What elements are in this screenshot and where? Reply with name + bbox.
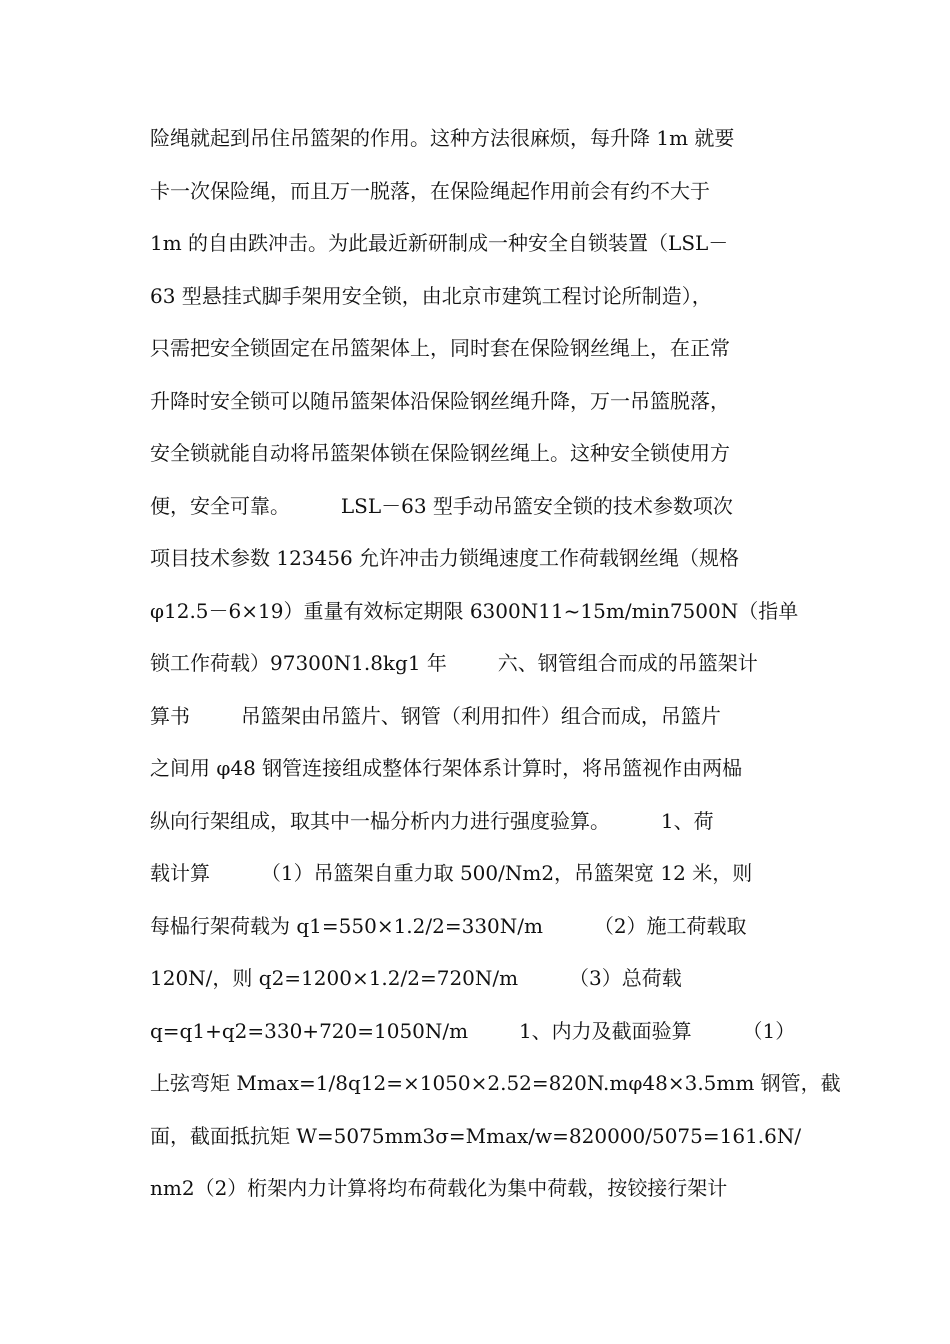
text-line: 1m 的自由跌冲击。为此最近新研制成一种安全自锁装置（LSL－ — [150, 231, 729, 255]
text-line: 纵向行架组成，取其中一榀分析内力进行强度验算。 1、荷 — [150, 808, 714, 833]
text-line: 便，安全可靠。 LSL－63 型手动吊篮安全锁的技术参数项次 — [150, 493, 733, 518]
text-line: 卡一次保险绳，而且万一脱落，在保险绳起作用前会有约不大于 — [150, 178, 710, 203]
text-line: 120N/，则 q2=1200×1.2/2=720N/m （3）总荷载 — [150, 966, 682, 990]
text-line: 锁工作荷载）97300N1.8kg1 年 六、钢管组合而成的吊篮架计 — [150, 651, 758, 675]
text-line: 项目技术参数 123456 允许冲击力锁绳速度工作荷载钢丝绳（规格 — [150, 546, 740, 570]
text-line: 63 型悬挂式脚手架用安全锁，由北京市建筑工程讨论所制造）， — [150, 283, 712, 308]
text-line: 算书 吊篮架由吊篮片、钢管（利用扣件）组合而成，吊篮片 — [150, 703, 721, 728]
body-text — [150, 112, 841, 1215]
text-line: 安全锁就能自动将吊篮架体锁在保险钢丝绳上。这种安全锁使用方 — [150, 441, 730, 465]
text-line: 载计算 （1）吊篮架自重力取 500/Nm2，吊篮架宽 12 米，则 — [150, 861, 753, 885]
text-line: 之间用 φ48 钢管连接组成整体行架体系计算时，将吊篮视作由两榀 — [150, 756, 743, 780]
text-line: 上弦弯矩 Mmax=1/8q12=×1050×2.52=820N.mφ48×3.5mm 钢管，截 — [150, 1071, 841, 1095]
text-line: 每榀行架荷载为 q1=550×1.2/2=330N/m （2）施工荷载取 — [150, 913, 747, 938]
text-line: 险绳就起到吊住吊篮架的作用。这种方法很麻烦，每升降 1m 就要 — [150, 126, 735, 150]
text-line: nm2（2）桁架内力计算将均布荷载化为集中荷载，按铰接行架计 — [150, 1176, 728, 1200]
text-line: φ12.5－6×19）重量有效标定期限 6300N11~15m/min7500N（指单 — [150, 598, 799, 623]
text-line: 升降时安全锁可以随吊篮架体沿保险钢丝绳升降，万一吊篮脱落， — [150, 388, 730, 413]
text-line: 只需把安全锁固定在吊篮架体上，同时套在保险钢丝绳上，在正常 — [150, 336, 730, 360]
text-line: q=q1+q2=330+720=1050N/m 1、内力及截面验算 （1） — [150, 1018, 796, 1043]
text-line: 面，截面抵抗矩 W=5075mm3σ=Mmax/w=820000/5075=161.6N/ — [150, 1123, 802, 1148]
